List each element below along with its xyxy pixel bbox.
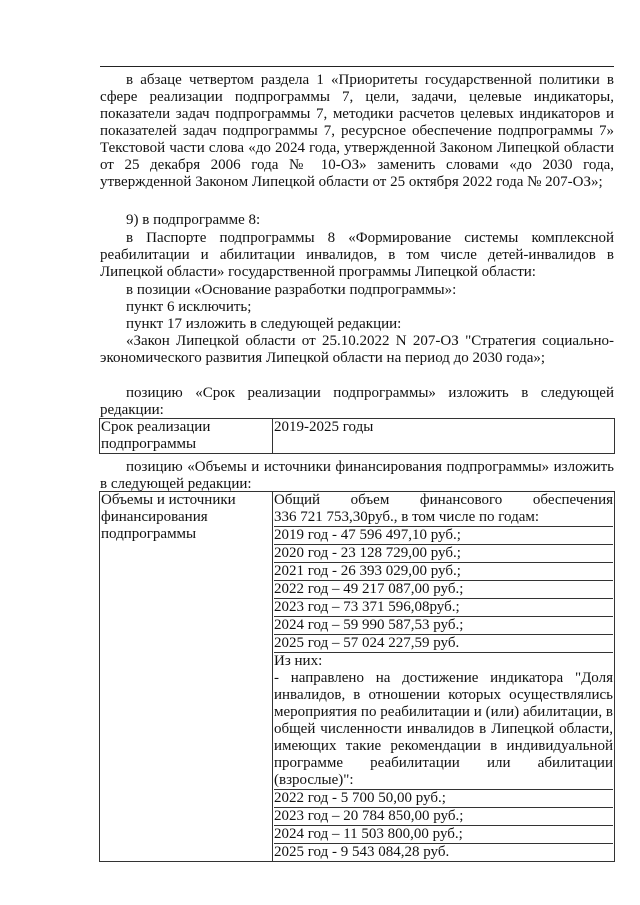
- paragraph-passport-8: в Паспорте подпрограммы 8 «Формирование системы комплексной реабилитации и абилитации инвалидов, в том числе детей-инвалидов в Липецкой области» государственной программы Липецкой области:: [100, 230, 614, 280]
- of-which-label: Из них:: [274, 653, 323, 669]
- indicator-year-2023: 2023 год – 20 784 850,00 руб.;: [274, 808, 613, 826]
- term-value-cell: 2019-2025 годы: [273, 419, 615, 454]
- indicator-line-4: общей численности инвалидов в Липецкой области,: [274, 721, 613, 737]
- finance-total-line-2: 336 721 753,30руб., в том числе по годам:: [274, 509, 613, 527]
- finance-total-line-1: Общий объем финансового обеспечения: [274, 492, 613, 508]
- finance-year-2021: 2021 год - 26 393 029,00 руб.;: [274, 563, 613, 581]
- indicator-year-2022: 2022 год - 5 700 50,00 руб.;: [274, 790, 613, 808]
- finance-value-cell: [273, 492, 615, 862]
- table-row: [100, 419, 615, 454]
- indicator-line-7: (взрослые)":: [274, 772, 613, 790]
- indicator-line-6: программе реабилитации или абилитации: [274, 755, 613, 771]
- finance-table: [99, 491, 615, 862]
- term-intro-paragraph: позицию «Срок реализации подпрограммы» изложить в следующей редакции:: [100, 385, 614, 418]
- indicator-line-1: - направлено на достижение индикатора "Доля: [274, 670, 613, 686]
- position-basis-line: в позиции «Основание разработки подпрограммы»:: [126, 282, 457, 298]
- finance-year-2019: 2019 год - 47 596 497,10 руб.;: [274, 527, 613, 545]
- finance-year-2020: 2020 год - 23 128 729,00 руб.;: [274, 545, 613, 563]
- indicator-year-2025: 2025 год - 9 543 084,28 руб.: [274, 844, 450, 860]
- indicator-line-3: мероприятия по реабилитации и (или) абилитации, в: [274, 704, 613, 720]
- term-table: [99, 418, 615, 454]
- item-9-heading: 9) в подпрограмме 8:: [126, 212, 261, 228]
- point-6-line: пункт 6 исключить;: [126, 299, 252, 315]
- law-quote-paragraph: «Закон Липецкой области от 25.10.2022 N 207-ОЗ "Стратегия социально-экономического развития Липецкой области на период до 2030 года»;: [100, 333, 614, 366]
- point-17-line: пункт 17 изложить в следующей редакции:: [126, 316, 402, 332]
- paragraph-section1-change: в абзаце четвертом раздела 1 «Приоритеты государственной политики в сфере реализации подпрограммы 7, цели, задачи, целевые индикаторы, показатели задач подпрограммы 7, методики расчетов целевых индикаторов и показателей задач подпрограммы 7, ресурсное обеспечение подпрограммы 7» Текстовой части слова «до 2024 года, утвержденной Законом Липецкой области от 25 декабря 2006 года № 10-ОЗ» заменить словами «до 2030 года, утвержденной Законом Липецкой области от 25 октября 2022 года № 207-ОЗ»;: [100, 72, 614, 190]
- finance-year-2025: 2025 год – 57 024 227,59 руб.: [274, 635, 613, 653]
- finance-label-cell: Объемы и источники финансирования подпрограммы: [100, 492, 273, 862]
- indicator-year-2024: 2024 год – 11 503 800,00 руб.;: [274, 826, 613, 844]
- indicator-line-5: имеющих такие рекомендации в индивидуальной: [274, 738, 613, 754]
- finance-year-2024: 2024 год – 59 990 587,53 руб.;: [274, 617, 613, 635]
- finance-intro-paragraph: позицию «Объемы и источники финансирования подпрограммы» изложить в следующей редакции:: [100, 459, 614, 492]
- finance-year-2022: 2022 год – 49 217 087,00 руб.;: [274, 581, 613, 599]
- indicator-line-2: инвалидов, в отношении которых осуществлялись: [274, 687, 613, 703]
- term-label-cell: Срок реализации подпрограммы: [100, 419, 273, 454]
- top-rule: [100, 66, 614, 67]
- finance-year-2023: 2023 год – 73 371 596,08руб.;: [274, 599, 613, 617]
- table-row: [100, 492, 615, 862]
